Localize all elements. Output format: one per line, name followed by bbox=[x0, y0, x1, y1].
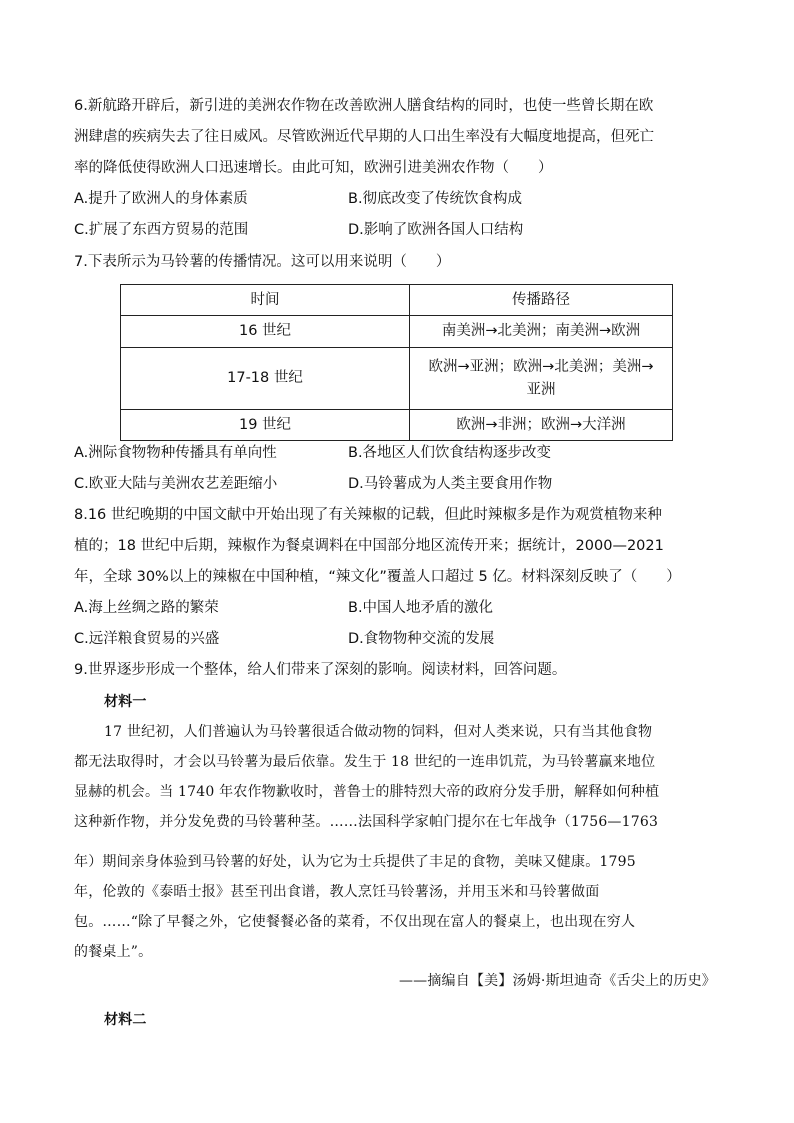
q7-option-a[interactable]: A.洲际食物物种传播具有单向性 bbox=[74, 445, 277, 461]
q7-option-d[interactable]: D.马铃薯成为人类主要食用作物 bbox=[348, 476, 553, 492]
table-header-path: 传播路径 bbox=[410, 285, 673, 316]
q7-stem: 7.下表所示为马铃薯的传播情况。这可以用来说明（ ） bbox=[74, 254, 451, 270]
q6-option-b[interactable]: B.彻底改变了传统饮食构成 bbox=[348, 191, 523, 207]
material-1-title: 材料一 bbox=[104, 694, 147, 710]
potato-spread-table bbox=[120, 284, 673, 441]
table-header-row bbox=[121, 285, 673, 316]
q8-option-a[interactable]: A.海上丝绸之路的繁荣 bbox=[74, 600, 219, 616]
material-1-line-7: 包。……“除了早餐之外，它使餐餐必备的菜肴，不仅出现在富人的餐桌上，也出现在穷人 bbox=[74, 914, 636, 930]
material-2-title: 材料二 bbox=[104, 1012, 147, 1028]
table-cell-path bbox=[410, 348, 673, 410]
material-1-line-2: 都无法取得时，才会以马铃薯为最后依靠。发生于 18 世纪的一连串饥荒，为马铃薯赢来地位 bbox=[74, 754, 656, 770]
table-header-time: 时间 bbox=[121, 285, 410, 316]
q8-stem-line-1: 8.16 世纪晚期的中国文献中开始出现了有关辣椒的记载，但此时辣椒多是作为观赏植物来种 bbox=[74, 507, 662, 523]
table-cell-path-line-2: 亚洲 bbox=[526, 381, 556, 398]
q7-option-c[interactable]: C.欧亚大陆与美洲农艺差距缩小 bbox=[74, 476, 278, 492]
table-row bbox=[121, 348, 673, 410]
q7-option-b[interactable]: B.各地区人们饮食结构逐步改变 bbox=[348, 445, 552, 461]
material-1-line-4: 这种新作物，并分发免费的马铃薯种茎。……法国科学家帕门提尔在七年战争（1756—1763 bbox=[74, 814, 659, 830]
table-cell-time: 17-18 世纪 bbox=[121, 348, 410, 410]
table-cell-path-line-1: 欧洲→亚洲；欧洲→北美洲；美洲→ bbox=[428, 358, 654, 375]
table-cell-path: 欧洲→非洲；欧洲→大洋洲 bbox=[410, 410, 673, 441]
table-cell-time: 16 世纪 bbox=[121, 316, 410, 348]
q6-option-c[interactable]: C.扩展了东西方贸易的范围 bbox=[74, 222, 249, 238]
material-1-source: ——摘编自【美】汤姆·斯坦迪奇《舌尖上的历史》 bbox=[398, 973, 716, 989]
table-row bbox=[121, 410, 673, 441]
table-row bbox=[121, 316, 673, 348]
q6-stem-line-1: 6.新航路开辟后，新引进的美洲农作物在改善欧洲人膳食结构的同时，也使一些曾长期在欧 bbox=[74, 98, 654, 114]
material-1-line-5: 年）期间亲身体验到马铃薯的好处，认为它为士兵提供了丰足的食物，美味又健康。1795 bbox=[74, 854, 636, 870]
q8-stem-line-2: 植的；18 世纪中后期，辣椒作为餐桌调料在中国部分地区流传开来；据统计，2000—2021 bbox=[74, 538, 664, 554]
q6-option-a[interactable]: A.提升了欧洲人的身体素质 bbox=[74, 191, 248, 207]
material-1-line-6: 年，伦敦的《泰晤士报》甚至刊出食谱，教人烹饪马铃薯汤，并用玉米和马铃薯做面 bbox=[74, 884, 600, 900]
table-cell-time: 19 世纪 bbox=[121, 410, 410, 441]
q8-option-d[interactable]: D.食物物种交流的发展 bbox=[348, 631, 495, 647]
q6-option-d[interactable]: D.影响了欧洲各国人口结构 bbox=[348, 222, 524, 238]
q8-option-c[interactable]: C.远洋粮食贸易的兴盛 bbox=[74, 631, 220, 647]
material-1-line-8: 的餐桌上”。 bbox=[74, 944, 153, 960]
material-1-line-1: 17 世纪初，人们普遍认为马铃薯很适合做动物的饲料，但对人类来说，只有当其他食物 bbox=[104, 724, 653, 740]
q6-stem-line-3: 率的降低使得欧洲人口迅速增长。由此可知，欧洲引进美洲农作物（ ） bbox=[74, 160, 553, 176]
q8-option-b[interactable]: B.中国人地矛盾的激化 bbox=[348, 600, 494, 616]
q8-stem-line-3: 年，全球 30%以上的辣椒在中国种植，“辣文化”覆盖人口超过 5 亿。材料深刻反映了（ ） bbox=[74, 569, 681, 585]
q9-stem: 9.世界逐步形成一个整体，给人们带来了深刻的影响。阅读材料，回答问题。 bbox=[74, 662, 567, 678]
q6-stem-line-2: 洲肆虐的疾病失去了往日威风。尽管欧洲近代早期的人口出生率没有大幅度地提高，但死亡 bbox=[74, 129, 654, 145]
table-cell-path: 南美洲→北美洲；南美洲→欧洲 bbox=[410, 316, 673, 348]
material-1-line-3: 显赫的机会。当 1740 年农作物歉收时，普鲁士的腓特烈大帝的政府分发手册，解释如何种植 bbox=[74, 784, 660, 800]
